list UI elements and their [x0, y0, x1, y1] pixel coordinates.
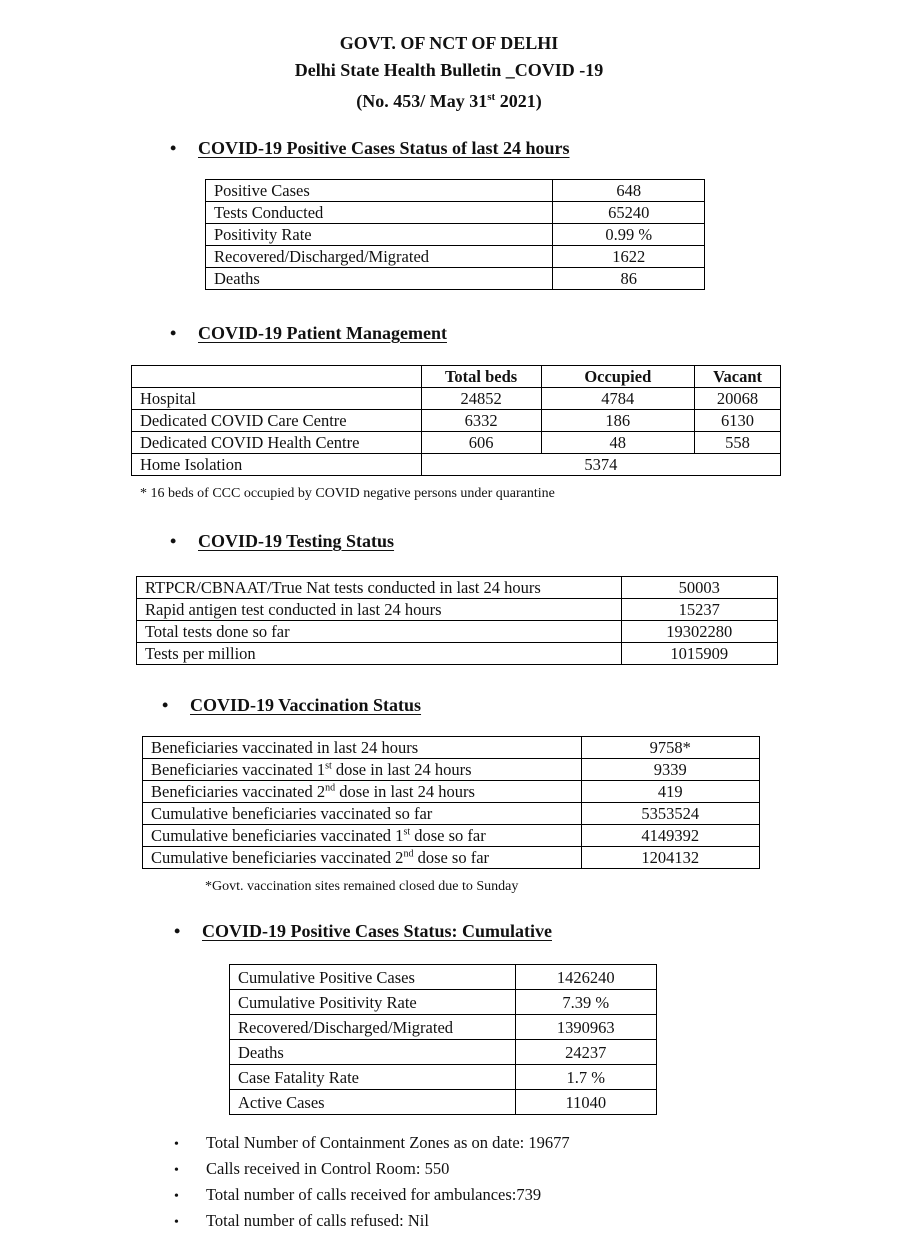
- row-value: 1622: [553, 246, 705, 268]
- testing-status-table: [136, 576, 778, 665]
- bulletin-number-sup: st: [487, 91, 496, 103]
- section-heading-cumulative: [174, 920, 552, 942]
- table-row: [143, 825, 760, 847]
- row-label: Active Cases: [230, 1090, 516, 1115]
- row-value: 7.39 %: [515, 990, 656, 1015]
- table-row: [132, 454, 781, 476]
- bullet-icon: •: [162, 695, 169, 715]
- vacant-cell: 6130: [695, 410, 781, 432]
- vacant-cell: 20068: [695, 388, 781, 410]
- row-value: 419: [581, 781, 759, 803]
- section-title: COVID-19 Patient Management: [198, 323, 447, 343]
- row-value: 4149392: [581, 825, 759, 847]
- row-value: 15237: [621, 599, 778, 621]
- table-row: [230, 965, 657, 990]
- dose-ordinal: st: [403, 826, 411, 838]
- row-value: 648: [553, 180, 705, 202]
- section-title: COVID-19 Vaccination Status: [190, 695, 422, 715]
- table-row: [143, 759, 760, 781]
- table-row: [143, 803, 760, 825]
- column-header: Vacant: [695, 366, 781, 388]
- row-value: 65240: [553, 202, 705, 224]
- vaccination-status-table: [142, 736, 760, 869]
- section-heading-management: [170, 322, 447, 344]
- label-text: Beneficiaries vaccinated 1: [151, 760, 326, 779]
- table-row: [132, 410, 781, 432]
- list-item-text: Total Number of Containment Zones as on date: 19677: [206, 1133, 570, 1152]
- label-text: dose in last 24 hours: [331, 760, 472, 779]
- home-isolation-value: 5374: [421, 454, 780, 476]
- row-value: 1015909: [621, 643, 778, 665]
- total-beds-cell: 6332: [421, 410, 541, 432]
- section-title: COVID-19 Positive Cases Status: Cumulative: [202, 921, 552, 941]
- table-row: [230, 990, 657, 1015]
- section-heading-testing: [170, 530, 394, 552]
- column-header: Total beds: [421, 366, 541, 388]
- table-row: [137, 643, 778, 665]
- row-value: 19302280: [621, 621, 778, 643]
- table-row: [137, 599, 778, 621]
- label-text: dose in last 24 hours: [335, 782, 475, 801]
- bullet-icon: •: [174, 1189, 179, 1204]
- patient-management-table: [131, 365, 781, 476]
- row-value: 1204132: [581, 847, 759, 869]
- table-row: [137, 577, 778, 599]
- row-value: 86: [553, 268, 705, 290]
- table-row: [206, 202, 705, 224]
- row-value: 1.7 %: [515, 1065, 656, 1090]
- row-label: Dedicated COVID Health Centre: [132, 432, 422, 454]
- row-label: [143, 737, 582, 759]
- table-row: [206, 246, 705, 268]
- vaccination-note: *Govt. vaccination sites remained closed due to Sunday: [205, 879, 519, 894]
- dose-ordinal: st: [325, 760, 332, 772]
- row-label: Tests per million: [137, 643, 622, 665]
- row-label: Case Fatality Rate: [230, 1065, 516, 1090]
- positive-24h-table: [205, 179, 705, 290]
- total-beds-cell: 606: [421, 432, 541, 454]
- row-value: 1426240: [515, 965, 656, 990]
- table-row: [206, 224, 705, 246]
- row-label: [143, 825, 582, 847]
- ambulance-calls-item: [174, 1183, 541, 1209]
- control-room-calls-item: [174, 1157, 449, 1183]
- label-text: Cumulative beneficiaries vaccinated 2: [151, 848, 404, 867]
- bullet-icon: •: [174, 1137, 179, 1152]
- list-item-text: Total number of calls received for ambulances:739: [206, 1185, 542, 1204]
- label-text: Beneficiaries vaccinated in last 24 hours: [151, 738, 419, 757]
- table-row: [206, 268, 705, 290]
- row-value: 11040: [515, 1090, 656, 1115]
- row-label: [143, 847, 582, 869]
- list-item-text: Calls received in Control Room: 550: [206, 1159, 450, 1178]
- bullet-icon: •: [174, 921, 181, 941]
- row-value: 9758*: [581, 737, 759, 759]
- section-title: COVID-19 Positive Cases Status of last 24 hours: [198, 138, 570, 158]
- table-row: [230, 1015, 657, 1040]
- refused-calls-item: [174, 1209, 429, 1235]
- row-label: Hospital: [132, 388, 422, 410]
- table-row: [143, 737, 760, 759]
- dose-ordinal: nd: [325, 782, 336, 794]
- table-row: [132, 432, 781, 454]
- row-label: Dedicated COVID Care Centre: [132, 410, 422, 432]
- row-label: Deaths: [206, 268, 553, 290]
- table-row: [137, 621, 778, 643]
- row-label: Positivity Rate: [206, 224, 553, 246]
- total-beds-cell: 24852: [421, 388, 541, 410]
- table-row: [230, 1065, 657, 1090]
- row-label: Cumulative Positive Cases: [230, 965, 516, 990]
- row-value: 1390963: [515, 1015, 656, 1040]
- header-blank-cell: [132, 366, 422, 388]
- occupied-cell: 4784: [541, 388, 695, 410]
- label-text: Cumulative beneficiaries vaccinated so far: [151, 804, 433, 823]
- table-header-row: [132, 366, 781, 388]
- table-row: [132, 388, 781, 410]
- doc-title: GOVT. OF NCT OF DELHI: [339, 33, 559, 53]
- row-label: Cumulative Positivity Rate: [230, 990, 516, 1015]
- row-label: Positive Cases: [206, 180, 553, 202]
- table-row: [230, 1040, 657, 1065]
- occupied-cell: 186: [541, 410, 695, 432]
- table-row: [230, 1090, 657, 1115]
- column-header: Occupied: [541, 366, 695, 388]
- bullet-icon: •: [170, 323, 177, 343]
- row-label: [143, 781, 582, 803]
- bullet-icon: •: [174, 1215, 179, 1230]
- row-label: Tests Conducted: [206, 202, 553, 224]
- row-label: [143, 803, 582, 825]
- list-item-text: Total number of calls refused: Nil: [206, 1211, 429, 1230]
- row-label: [143, 759, 582, 781]
- section-heading-positive-24h: [170, 137, 570, 159]
- row-label: Rapid antigen test conducted in last 24 hours: [137, 599, 622, 621]
- bullet-icon: •: [170, 531, 177, 551]
- row-label: Recovered/Discharged/Migrated: [206, 246, 553, 268]
- label-text: Beneficiaries vaccinated 2: [151, 782, 326, 801]
- bulletin-number-prefix: (No. 453/ May 31: [356, 91, 488, 111]
- doc-subtitle: Delhi State Health Bulletin _COVID -19: [294, 60, 604, 80]
- dose-ordinal: nd: [403, 848, 414, 860]
- row-label: Home Isolation: [132, 454, 422, 476]
- row-label: Deaths: [230, 1040, 516, 1065]
- row-label: RTPCR/CBNAAT/True Nat tests conducted in last 24 hours: [137, 577, 622, 599]
- label-text: Cumulative beneficiaries vaccinated 1: [151, 826, 404, 845]
- bulletin-number: [0, 85, 898, 113]
- label-text: dose so far: [413, 848, 490, 867]
- table-row: [206, 180, 705, 202]
- table-row: [143, 847, 760, 869]
- section-heading-vaccination: [162, 694, 421, 716]
- vacant-cell: 558: [695, 432, 781, 454]
- row-value: 0.99 %: [553, 224, 705, 246]
- bullet-icon: •: [170, 138, 177, 158]
- row-label: Total tests done so far: [137, 621, 622, 643]
- bulletin-number-suffix: 2021): [495, 91, 542, 111]
- label-text: dose so far: [410, 826, 486, 845]
- row-value: 9339: [581, 759, 759, 781]
- bullet-icon: •: [174, 1163, 179, 1178]
- management-note: * 16 beds of CCC occupied by COVID negative persons under quarantine: [140, 486, 555, 501]
- row-label: Recovered/Discharged/Migrated: [230, 1015, 516, 1040]
- section-title: COVID-19 Testing Status: [198, 531, 395, 551]
- containment-zones-item: [174, 1131, 570, 1157]
- cumulative-table: [229, 964, 657, 1115]
- row-value: 5353524: [581, 803, 759, 825]
- row-value: 24237: [515, 1040, 656, 1065]
- table-row: [143, 781, 760, 803]
- occupied-cell: 48: [541, 432, 695, 454]
- row-value: 50003: [621, 577, 778, 599]
